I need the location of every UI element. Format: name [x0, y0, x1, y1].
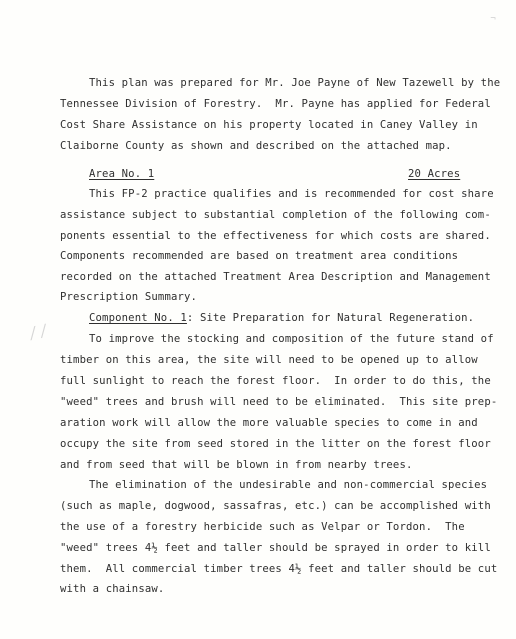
- paragraph-1-line-2: Tennessee Division of Forestry. Mr. Payne has applied for Federal: [60, 98, 491, 110]
- paragraph-3-line-2: timber on this area, the site will need to be opened up to allow: [60, 354, 478, 366]
- paragraph-1-line-1: This plan was prepared for Mr. Joe Payne of New Tazewell by the: [89, 77, 501, 89]
- paragraph-1-line-3: Cost Share Assistance on his property located in Caney Valley in: [60, 119, 478, 131]
- paragraph-2-line-5: recorded on the attached Treatment Area Description and Management: [60, 271, 491, 283]
- paragraph-2-line-3: ponents essential to the effectiveness for which costs are shared.: [60, 230, 491, 242]
- component-title: : Site Preparation for Natural Regeneration.: [186, 312, 475, 324]
- area-acres: 20 Acres: [408, 168, 461, 180]
- paragraph-3-line-5: aration work will allow the more valuable species to come in and: [60, 417, 478, 429]
- area-heading: Area No. 1: [89, 168, 155, 180]
- paragraph-4-line-6: with a chainsaw.: [60, 583, 165, 595]
- margin-pencil-mark: / /: [28, 320, 49, 343]
- paragraph-4-line-2: (such as maple, dogwood, sassafras, etc.) can be accomplished with: [60, 500, 491, 512]
- paragraph-4-line-5: them. All commercial timber trees 4½ feet and taller should be cut: [60, 563, 498, 575]
- component-label: Component No. 1: [89, 312, 187, 324]
- paragraph-2-line-2: assistance subject to substantial completion of the following com-: [60, 209, 491, 221]
- paragraph-3-line-3: full sunlight to reach the forest floor. In order to do this, the: [60, 375, 491, 387]
- paragraph-2-line-6: Prescription Summary.: [60, 291, 198, 303]
- paragraph-3-line-4: "weed" trees and brush will need to be eliminated. This site prep-: [60, 396, 498, 408]
- paragraph-3-line-1: To improve the stocking and composition of the future stand of: [89, 333, 494, 345]
- paragraph-2-line-4: Components recommended are based on treatment area conditions: [60, 250, 459, 262]
- paragraph-2-line-1: This FP-2 practice qualifies and is recommended for cost share: [89, 188, 494, 200]
- paragraph-3-line-6: occupy the site from seed stored in the litter on the forest floor: [60, 438, 491, 450]
- paragraph-4-line-3: the use of a forestry herbicide such as Velpar or Tordon. The: [60, 521, 465, 533]
- paragraph-4-line-4: "weed" trees 4½ feet and taller should be sprayed in order to kill: [60, 542, 491, 554]
- paragraph-3-line-7: and from seed that will be blown in from nearby trees.: [60, 459, 413, 471]
- paragraph-1-line-4: Claiborne County as shown and described on the attached map.: [60, 140, 452, 152]
- paragraph-4-line-1: The elimination of the undesirable and non-commercial species: [89, 479, 488, 491]
- component-heading: [89, 311, 474, 325]
- corner-mark: ¬: [490, 14, 496, 24]
